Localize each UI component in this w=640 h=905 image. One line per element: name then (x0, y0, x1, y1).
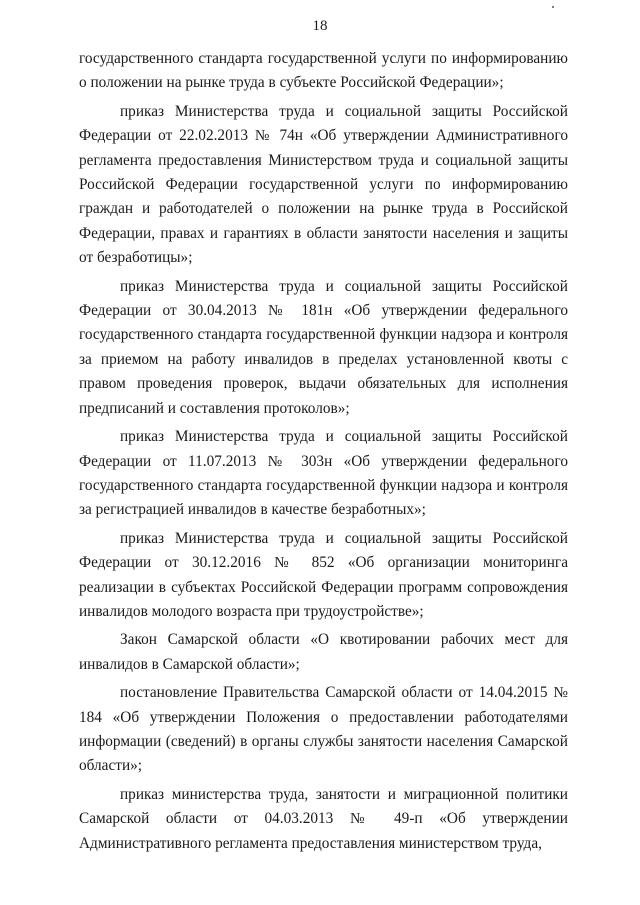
paragraph-order-303n: приказ Министерства труда и социальной защиты Российской Федерации от 11.07.2013 № 303н «Об утверждении федерального государственного стандарта государственной функции надзора и контроля за регистрацией инвалидов в качестве безработных»; (79, 428, 568, 519)
paragraph-continuation: государственного стандарта государственной услуги по информированию о положении на рынке труда в субъекте Российской Федерации»; (79, 50, 568, 92)
paragraph-samara-law: Закон Самарской области «О квотировании рабочих мест для инвалидов в Самарской области»; (79, 631, 568, 673)
page-number: 18 (312, 18, 328, 34)
paragraph-order-852: приказ Министерства труда и социальной защиты Российской Федерации от 30.12.2016 № 852 «Об организации мониторинга реализации в субъектах Российской Федерации программ сопровождения инвалидов молодого возраста при трудоустройстве»; (79, 529, 568, 620)
paragraph-order-74n: приказ Министерства труда и социальной защиты Российской Федерации от 22.02.2013 № 74н «Об утверждении Административного регламента предоставления Министерством труда и социальной защиты Российской Федерации государственной услуги по информированию граждан и работодателей о положении на рынке труда в Российской Федерации, правах и гарантиях в области занятости населения и защиты от безработицы»; (79, 102, 568, 267)
paragraph-order-49p: приказ министерства труда, занятости и миграционной политики Самарской области от 04.03.2013 № 49-п «Об утверждении Административного регламента предоставления министерством труда, (79, 785, 568, 852)
paragraph-resolution-184: постановление Правительства Самарской области от 14.04.2015 № 184 «Об утверждении Положения о предоставлении работодателями информации (сведений) в органы службы занятости населения Самарской области»; (79, 684, 568, 775)
paragraph-order-181n: приказ Министерства труда и социальной защиты Российской Федерации от 30.04.2013 № 181н «Об утверждении федерального государственного стандарта государственной функции надзора и контроля за приемом на работу инвалидов в пределах установленной квоты с правом проведения проверок, выдачи обязательных для исполнения предписаний и составления протоколов»; (79, 277, 568, 417)
document-body (79, 47, 568, 856)
scan-speck (552, 6, 554, 8)
